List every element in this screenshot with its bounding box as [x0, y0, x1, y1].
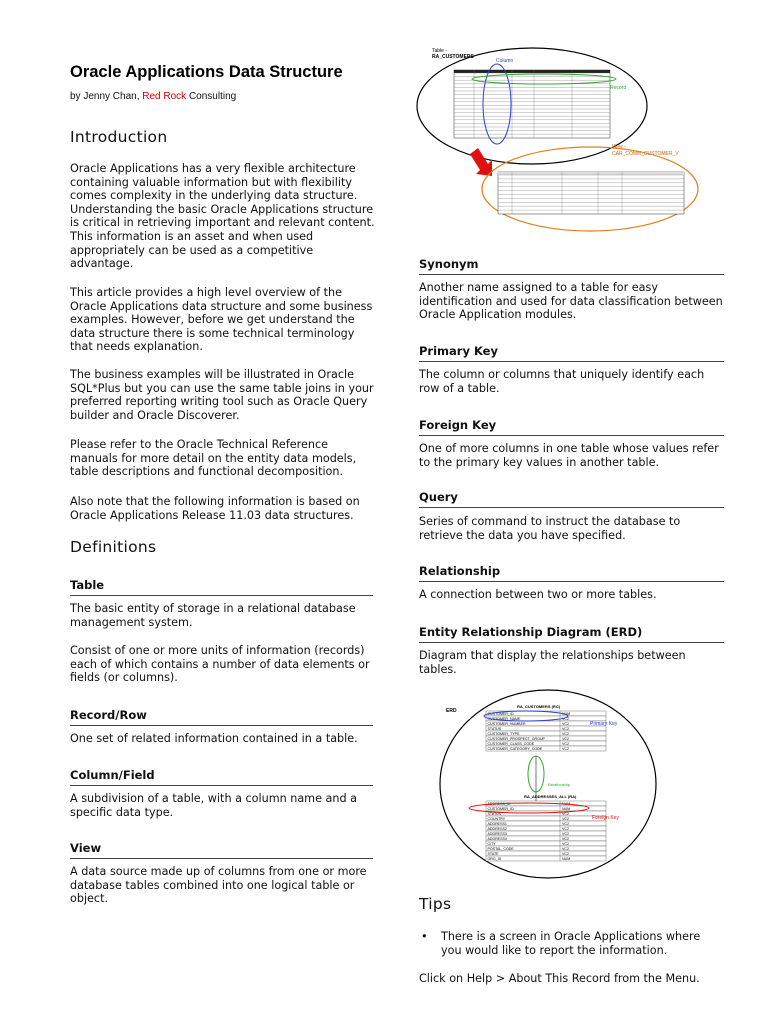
- fig2-table2-type: NUM: [562, 856, 571, 861]
- fig2-rel-label: Relationship: [548, 782, 571, 787]
- fig2-table1-type: VC2: [562, 731, 569, 736]
- fig2-table2-name: RA_ADDRESSES_ALL (RA): [524, 794, 577, 799]
- fig2-table2-field: ADDRESS1: [487, 821, 507, 826]
- fig2-table1-field: CUSTOMER_NAME: [487, 716, 521, 721]
- byline-company-suffix: Consulting: [186, 91, 237, 102]
- fig2-table2-type: VC2: [562, 831, 569, 836]
- fig2-table2-row: [486, 851, 606, 856]
- term-heading-primary-key: Primary Key: [419, 344, 724, 362]
- fig2-table1-type: VC2: [562, 736, 569, 741]
- fig2-table1-type: VC2: [562, 741, 569, 746]
- fig2-table1-type: VC2: [562, 726, 569, 731]
- fig2-table1: [486, 711, 606, 751]
- byline: [70, 91, 236, 102]
- fig2-table2-field: CITY: [487, 841, 496, 846]
- fig2-table1-type: VC2: [562, 746, 569, 751]
- section-heading-introduction: Introduction: [70, 128, 168, 146]
- fig2-table2-field: ADDRESS_ID: [487, 801, 511, 806]
- term-body-record: One set of related information contained in a table.: [70, 732, 358, 745]
- fig2-table1-field: CUSTOMER_CLASS_CODE: [487, 741, 535, 746]
- fig2-fk-label: Foreign Key: [592, 815, 619, 821]
- term-body-synonym: Another name assigned to a table for easy identification and used for data classification between Oracle Application modules.: [419, 281, 723, 322]
- term-heading-view: View: [70, 841, 373, 859]
- term-body-table-2: Consist of one or more units of information (records) each of which contains a number of data elements or fields (or columns).: [70, 644, 370, 685]
- fig2-table1-name: RA_CUSTOMERS (RC): [517, 704, 561, 709]
- figure-table-view: [412, 44, 712, 254]
- fig2-table2-row: [486, 811, 606, 816]
- byline-author: by Jenny Chan,: [70, 91, 143, 102]
- fig1-view-header: [498, 172, 684, 175]
- fig1-arrow-icon: [470, 148, 492, 176]
- fig2-table1-field: CUSTOMER_NUMBER: [487, 721, 526, 726]
- fig2-table2-type: VC2: [562, 811, 569, 816]
- fig2-table2-field: ORG_ID: [487, 856, 502, 861]
- page-title: Oracle Applications Data Structure: [70, 63, 343, 81]
- fig2-table2-type: NUM: [562, 806, 571, 811]
- fig2-table2-field: POSTAL_CODE: [487, 846, 514, 851]
- fig2-table2-row: [486, 856, 606, 861]
- fig2-table1-row: [486, 726, 606, 731]
- term-body-column: A subdivision of a table, with a column name and a specific data type.: [70, 792, 357, 819]
- term-heading-column: Column/Field: [70, 768, 373, 786]
- term-body-primary-key: The column or columns that uniquely identify each row of a table.: [419, 368, 705, 395]
- fig2-table2-field: ADDRESS2: [487, 826, 507, 831]
- intro-paragraph-3: The business examples will be illustrated in Oracle SQL*Plus but you can use the same table joins in your preferred reporting writing tool such as Oracle Query builder and Oracle Discoverer.: [70, 368, 374, 422]
- fig2-table1-field: CUSTOMER_PROSPECT_GROUP: [487, 736, 545, 741]
- fig2-table2-field: CUSTOMER_ID: [487, 806, 514, 811]
- fig1-view-name: CAR_COMM_CUSTOMER_V: [612, 151, 679, 157]
- term-body-table-1: The basic entity of storage in a relational database management system.: [70, 602, 356, 629]
- intro-paragraph-4: Please refer to the Oracle Technical Reference manuals for more detail on the entity data models, table descriptions and functional decomposition.: [70, 438, 357, 479]
- fig2-table1-type: NUM: [562, 711, 571, 716]
- fig1-header-row: [454, 70, 610, 73]
- fig1-table-name: RA_CUSTOMERS: [432, 54, 474, 60]
- fig2-table1-field: CUSTOMER_CATEGORY_CODE: [487, 746, 543, 751]
- fig2-table2-field: STATE: [487, 851, 499, 856]
- fig2-pk-label: Primary Key: [590, 721, 618, 727]
- fig2-table1-type: VC2: [562, 721, 569, 726]
- fig2-table2: [486, 801, 606, 861]
- term-body-erd: Diagram that display the relationships between tables.: [419, 649, 686, 676]
- term-body-foreign-key: One of more columns in one table whose values refer to the primary key values in another table.: [419, 442, 719, 469]
- fig2-table2-row: [486, 841, 606, 846]
- term-heading-foreign-key: Foreign Key: [419, 418, 724, 436]
- section-heading-definitions: Definitions: [70, 538, 157, 556]
- fig2-table2-type: VC2: [562, 816, 569, 821]
- fig1-view-label: View -: [612, 144, 626, 150]
- fig2-table2-field: ADDRESS3: [487, 831, 507, 836]
- section-heading-tips: Tips: [419, 895, 452, 913]
- fig2-table2-type: VC2: [562, 846, 569, 851]
- fig2-table1-field: STATUS: [487, 726, 502, 731]
- fig2-table2-field: STATUS: [487, 811, 502, 816]
- term-heading-relationship: Relationship: [419, 564, 724, 582]
- intro-paragraph-1: Oracle Applications has a very flexible architecture containing valuable information but with flexibility comes complexity in the underlying data structure. Understanding the basic Oracle Applications structure is critical in retrieving important and relevant content. This information is an asset and when used appropriately can be used as a competitive advantage.: [70, 162, 375, 271]
- tips-bullet-1: • There is a screen in Oracle Applications where you would like to report the information.: [419, 930, 724, 957]
- term-heading-table: Table: [70, 578, 373, 596]
- fig2-table2-type: VC2: [562, 836, 569, 841]
- fig1-column-label: Column: [496, 58, 514, 64]
- term-heading-synonym: Synonym: [419, 257, 724, 275]
- fig2-table2-type: VC2: [562, 851, 569, 856]
- fig2-table2-field: COUNTRY: [487, 816, 506, 821]
- fig2-table2-field: ADDRESS4: [487, 836, 507, 841]
- fig2-table2-type: VC2: [562, 821, 569, 826]
- intro-paragraph-5: Also note that the following information is based on Oracle Applications Release 11.03 data structures.: [70, 495, 360, 522]
- fig2-table1-field: CUSTOMER_TYPE: [487, 731, 520, 736]
- fig2-table1-type: VC2: [562, 716, 569, 721]
- intro-paragraph-2: This article provides a high level overview of the Oracle Applications data structure and some business examples. However, before we get understand the data structure there is some technical terminology that needs explanation.: [70, 286, 373, 354]
- term-body-view: A data source made up of columns from one or more database tables combined into one logical table or object.: [70, 865, 367, 906]
- byline-company-red: Red Rock: [142, 91, 187, 102]
- figure-erd: [436, 688, 676, 888]
- term-heading-erd: Entity Relationship Diagram (ERD): [419, 625, 724, 643]
- fig2-table2-type: NUM: [562, 801, 571, 806]
- term-heading-query: Query: [419, 490, 724, 508]
- fig1-table-label: Table -: [432, 48, 448, 54]
- term-body-query: Series of command to instruct the database to retrieve the data you have specified.: [419, 515, 681, 542]
- term-heading-record: Record/Row: [70, 708, 373, 726]
- tips-paragraph: Click on Help > About This Record from the Menu.: [419, 972, 700, 985]
- fig2-table2-type: VC2: [562, 826, 569, 831]
- fig1-record-label: Record: [610, 85, 627, 91]
- fig2-erd-label: ERD: [446, 708, 457, 714]
- fig1-view-grid: [498, 172, 684, 214]
- term-body-relationship: A connection between two or more tables.: [419, 588, 657, 601]
- fig2-table1-field: CUSTOMER_ID: [487, 711, 514, 716]
- fig2-table2-type: VC2: [562, 841, 569, 846]
